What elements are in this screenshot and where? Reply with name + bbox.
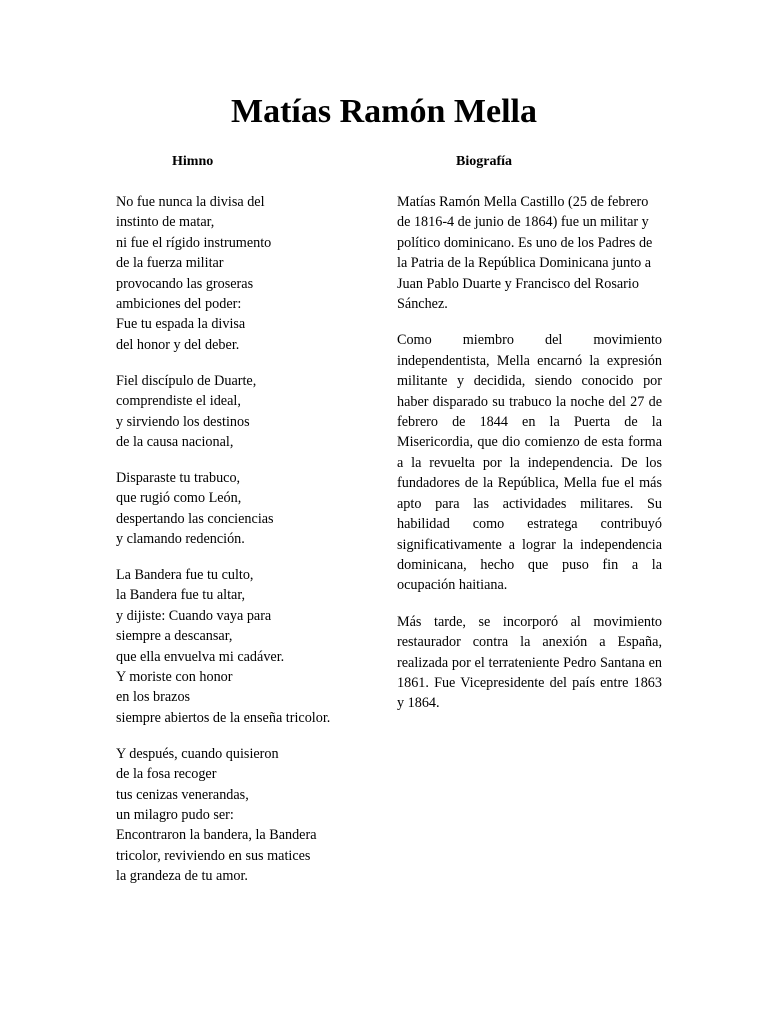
hymn-line: y dijiste: Cuando vaya para: [116, 607, 272, 624]
hymn-line: No fue nunca la divisa del: [116, 194, 265, 210]
hymn-line: Y después, cuando quisieron: [116, 745, 279, 762]
biography-heading: Biografía: [456, 154, 512, 169]
hymn-stanza-2: [116, 371, 366, 453]
hymn-line: Fiel discípulo de Duarte,: [116, 372, 257, 389]
hymn-heading: Himno: [172, 154, 214, 169]
hymn-line: comprendiste el ideal,: [116, 393, 241, 410]
hymn-line: despertando las conciencias: [116, 510, 274, 527]
hymn-line: del honor y del deber.: [116, 336, 240, 353]
hymn-line: siempre abiertos de la enseña tricolor.: [116, 709, 331, 726]
biography-paragraph-2: Como miembro del movimiento independentista, Mella encarnó la expresión militante y decidida, siendo conocido por haber disparado su trabuco la noche del 27 de febrero de 1844 en la Puerta de la Misericordia, que dio comienzo de esta forma a la revuelta por la independencia. De los fundadores de la República, Mella fue el más apto para las actividades militares. Su habilidad como estratega contribuyó significativamente a lograr la independencia dominicana, hecho que puso fin a la ocupación haitiana.: [397, 332, 662, 594]
hymn-column: [116, 152, 366, 902]
hymn-line: instinto de matar,: [116, 214, 215, 231]
hymn-line: la Bandera fue tu altar,: [116, 587, 246, 604]
hymn-line: La Bandera fue tu culto,: [116, 567, 254, 583]
hymn-line: siempre a descansar,: [116, 628, 233, 645]
hymn-line: tricolor, reviviendo en sus matices: [116, 847, 311, 864]
hymn-line: ni fue el rígido instrumento: [116, 234, 272, 251]
hymn-line: tus cenizas venerandas,: [116, 786, 249, 803]
hymn-line: de la causa nacional,: [116, 433, 234, 450]
hymn-line: de la fosa recoger: [116, 766, 217, 783]
hymn-stanza-4: [116, 565, 366, 728]
hymn-line: Fue tu espada la divisa: [116, 316, 246, 333]
hymn-line: Encontraron la bandera, la Bandera: [116, 827, 317, 844]
hymn-line: Disparaste tu trabuco,: [116, 469, 241, 486]
hymn-line: que rugió como León,: [116, 490, 242, 507]
hymn-line: que ella envuelva mi cadáver.: [116, 648, 285, 665]
hymn-line: provocando las groseras: [116, 275, 254, 292]
hymn-line: ambiciones del poder:: [116, 296, 242, 313]
hymn-line: y sirviendo los destinos: [116, 413, 250, 430]
hymn-stanza-5: [116, 744, 366, 887]
page-title: Matías Ramón Mella: [231, 93, 537, 130]
hymn-line: y clamando redención.: [116, 531, 245, 548]
hymn-stanza-1: [116, 192, 366, 355]
hymn-line: Y moriste con honor: [116, 669, 233, 686]
hymn-line: en los brazos: [116, 689, 191, 706]
biography-paragraph-1: Matías Ramón Mella Castillo (25 de febrero de 1816-4 de junio de 1864) fue un militar y político dominicano. Es uno de los Padres de la Patria de la República Dominicana junto a Juan Pablo Duarte y Francisco del Rosario Sánchez.: [397, 194, 653, 313]
biography-column: [397, 152, 662, 730]
biography-paragraph-3: Más tarde, se incorporó al movimiento restaurador contra la anexión a España, realizada por el terrateniente Pedro Santana en 1861. Fue Vicepresidente del país entre 1863 y 1864.: [397, 613, 662, 712]
hymn-line: un milagro pudo ser:: [116, 806, 234, 823]
hymn-line: de la fuerza militar: [116, 255, 224, 272]
hymn-stanza-3: [116, 468, 366, 550]
hymn-line: la grandeza de tu amor.: [116, 868, 248, 885]
